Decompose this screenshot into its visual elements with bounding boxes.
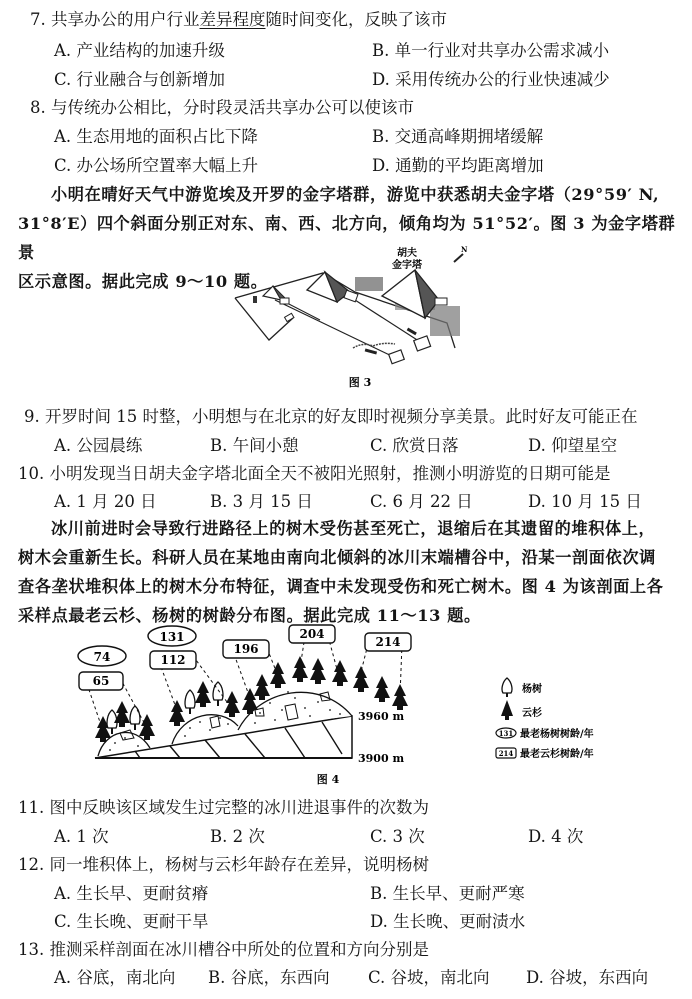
question-number: 10.: [18, 464, 45, 483]
stem-text: 小明发现当日胡夫金字塔北面全天不被阳光照射，推测小明游览的日期可能是: [49, 464, 611, 483]
option-text: 1 次: [76, 827, 109, 846]
question-number: 12.: [18, 855, 45, 874]
passage-line: 冰川前进时会导致行进路径上的树木受伤甚至死亡，退缩后在其遗留的堆积体上，: [51, 519, 656, 538]
option-label: B.: [210, 827, 228, 846]
option-text: 3 月 15 日: [232, 492, 313, 511]
stem-text: 开罗时间 15 时整，小明想与在北京的好友即时视频分享美景。此时好友可能正在: [45, 407, 638, 426]
question-number: 11.: [18, 798, 45, 817]
option-label: B.: [372, 127, 390, 146]
option-label: A.: [54, 41, 72, 60]
option-label: B.: [372, 41, 390, 60]
option-10c[interactable]: [370, 491, 473, 513]
option-label: A.: [54, 968, 72, 987]
option-text: 通勤的平均距离增加: [395, 156, 544, 175]
option-13b[interactable]: [208, 967, 330, 989]
option-9d[interactable]: [528, 435, 617, 457]
underlined-phrase: 差异程度: [199, 10, 266, 29]
option-label: A.: [54, 884, 72, 903]
passage-line: 查各垄状堆积体上的树木分布特征，调查中未发现受伤和死亡树木。图 4 为该剖面上各: [18, 577, 664, 596]
option-13a[interactable]: [54, 967, 175, 989]
option-label: C.: [54, 70, 72, 89]
question-number: 13.: [18, 940, 45, 959]
option-label: D.: [528, 492, 546, 511]
passage-line: 31°8′E）四个斜面分别正对东、南、西、北方向，倾角均为 51°52′。图 3 为金字塔群景: [18, 214, 676, 262]
question-10-stem: [18, 463, 611, 485]
option-text: 产业结构的加速升级: [76, 41, 225, 60]
question-9-stem: [24, 406, 638, 428]
option-text: 公园晨练: [76, 436, 143, 455]
option-label: D.: [526, 968, 544, 987]
option-8c[interactable]: [54, 155, 258, 177]
option-10b[interactable]: [210, 491, 313, 513]
option-text: 行业融合与创新增加: [76, 70, 226, 89]
option-11a[interactable]: [54, 826, 109, 848]
option-text: 生态用地的面积占比下降: [76, 127, 258, 146]
spruce-age-65: [79, 672, 123, 690]
option-7c[interactable]: [54, 69, 225, 91]
option-text: 仰望星空: [551, 436, 618, 455]
option-label: D.: [370, 912, 388, 931]
stem-text: 推测采样剖面在冰川槽谷中所处的位置和方向分别是: [49, 940, 429, 959]
option-label: C.: [370, 492, 388, 511]
stem-text: 同一堆积体上，杨树与云杉年龄存在差异，说明杨树: [49, 855, 429, 874]
question-number: 7.: [30, 10, 46, 29]
option-11c[interactable]: [370, 826, 425, 848]
option-label: D.: [528, 436, 546, 455]
svg-text:112: 112: [160, 653, 186, 667]
option-text: 1 月 20 日: [76, 492, 157, 511]
figure-4-caption: 图 4: [316, 773, 340, 786]
option-8a[interactable]: [54, 126, 258, 148]
spruce-age-214: [365, 633, 411, 651]
option-label: D.: [372, 70, 390, 89]
question-number: 9.: [24, 407, 40, 426]
svg-text:74: 74: [93, 650, 111, 664]
khufu-label-2: 金字塔: [392, 260, 422, 271]
svg-text:196: 196: [233, 642, 259, 656]
option-label: C.: [370, 827, 388, 846]
option-8d[interactable]: [372, 155, 544, 177]
stem-text: 随时间变化，反映了该市: [265, 10, 447, 29]
legend-poplar: 杨树: [522, 684, 542, 695]
oval-badge-icon: [496, 728, 516, 738]
figure-4-tree-age-profile: [60, 618, 480, 788]
option-text: 交通高峰期拥堵缓解: [394, 127, 544, 146]
option-text: 6 月 22 日: [392, 492, 473, 511]
option-text: 2 次: [232, 827, 265, 846]
option-text: 生长早、更耐严寒: [392, 884, 525, 903]
legend-spruce: 云杉: [522, 708, 542, 719]
elevation-3900: 3900 m: [358, 752, 405, 765]
option-12d[interactable]: [370, 911, 525, 933]
north-arrow-icon: [454, 245, 468, 262]
passage-glacier: [18, 514, 678, 630]
option-label: C.: [368, 968, 386, 987]
option-text: 生长晚、更耐干旱: [76, 912, 209, 931]
poplar-age-131: [148, 626, 196, 646]
pyramid-middle: [307, 272, 358, 302]
option-text: 谷底，东西向: [230, 968, 330, 987]
option-label: C.: [370, 436, 388, 455]
option-8b[interactable]: [372, 126, 543, 148]
option-7b[interactable]: [372, 40, 609, 62]
option-label: B.: [210, 492, 228, 511]
option-text: 午间小憩: [232, 436, 299, 455]
option-text: 采用传统办公的行业快速减少: [395, 70, 610, 89]
option-label: A.: [54, 827, 72, 846]
option-label: B.: [210, 436, 228, 455]
option-text: 10 月 15 日: [551, 492, 642, 511]
spruce-age-112: [150, 651, 196, 669]
option-text: 谷坡，东西向: [549, 968, 649, 987]
figure-3-caption: 图 3: [348, 376, 372, 389]
option-7a[interactable]: [54, 40, 225, 62]
option-label: B.: [208, 968, 226, 987]
passage-line: 树木会重新生长。科研人员在某地由南向北倾斜的冰川末端槽谷中，沿某一剖面依次调: [18, 548, 656, 567]
legend-poplar-age: 最老杨树树龄/年: [520, 729, 594, 740]
option-label: C.: [54, 156, 72, 175]
spruce-age-196: [223, 640, 269, 658]
option-7d[interactable]: [372, 69, 610, 91]
pyramid-small: [253, 286, 289, 304]
question-8-stem: [30, 97, 414, 119]
legend-spruce-age: 最老云杉树龄/年: [520, 749, 594, 760]
stem-text: 共享办公的用户行业: [51, 10, 200, 29]
option-label: A.: [54, 492, 72, 511]
passage-line: 区示意图。据此完成 9～10 题。: [18, 272, 268, 291]
option-text: 办公场所空置率大幅上升: [76, 156, 259, 175]
svg-text:214: 214: [498, 749, 514, 758]
poplar-age-74: [78, 646, 126, 666]
option-text: 4 次: [551, 827, 584, 846]
option-label: A.: [54, 127, 72, 146]
svg-text:65: 65: [92, 674, 110, 688]
option-13d[interactable]: [526, 967, 648, 989]
svg-text:131: 131: [159, 630, 185, 644]
stem-text: 图中反映该区域发生过完整的冰川进退事件的次数为: [49, 798, 429, 817]
khufu-label-1: 胡夫: [397, 248, 417, 259]
elevation-3960: 3960 m: [358, 710, 405, 723]
passage-line: 小明在晴好天气中游览埃及开罗的金字塔群，游览中获悉胡夫金字塔（29°59′ N,: [51, 185, 660, 204]
option-12c[interactable]: [54, 911, 209, 933]
question-13-stem: [18, 939, 429, 961]
option-10a[interactable]: [54, 491, 157, 513]
svg-text:204: 204: [299, 627, 325, 641]
option-11b[interactable]: [210, 826, 265, 848]
option-11d[interactable]: [528, 826, 583, 848]
option-9b[interactable]: [210, 435, 299, 457]
rect-badge-icon: [496, 748, 516, 758]
option-text: 3 次: [392, 827, 425, 846]
passage-line: 采样点最老云杉、杨树的树龄分布图。据此完成 11～13 题。: [18, 606, 481, 625]
option-10d[interactable]: [528, 491, 642, 513]
svg-text:214: 214: [375, 635, 401, 649]
question-7-stem: [30, 9, 447, 31]
stem-text: 与传统办公相比，分时段灵活共享办公可以使该市: [51, 98, 414, 117]
option-label: D.: [372, 156, 390, 175]
option-text: 欣赏日落: [392, 436, 459, 455]
option-12b[interactable]: [370, 883, 525, 905]
svg-text:N: N: [461, 245, 468, 254]
option-label: D.: [528, 827, 546, 846]
option-text: 生长早、更耐贫瘠: [76, 884, 209, 903]
question-12-stem: [18, 854, 429, 876]
poplar-tree-icon: [502, 678, 512, 697]
option-label: B.: [370, 884, 388, 903]
option-13c[interactable]: [368, 967, 490, 989]
option-text: 生长晚、更耐渍水: [393, 912, 526, 931]
option-9a[interactable]: [54, 435, 142, 457]
spruce-tree-icon: [501, 700, 513, 720]
option-label: C.: [54, 912, 72, 931]
option-label: A.: [54, 436, 72, 455]
spruce-age-204: [289, 625, 335, 643]
figure-4-legend: [488, 676, 658, 766]
option-text: 谷坡，南北向: [390, 968, 490, 987]
figure-3-pyramid-map: [225, 240, 485, 390]
question-number: 8.: [30, 98, 46, 117]
svg-text:131: 131: [498, 729, 514, 738]
option-12a[interactable]: [54, 883, 208, 905]
option-9c[interactable]: [370, 435, 459, 457]
option-text: 单一行业对共享办公需求减小: [394, 41, 610, 60]
question-11-stem: [18, 797, 429, 819]
option-text: 谷底，南北向: [76, 968, 176, 987]
